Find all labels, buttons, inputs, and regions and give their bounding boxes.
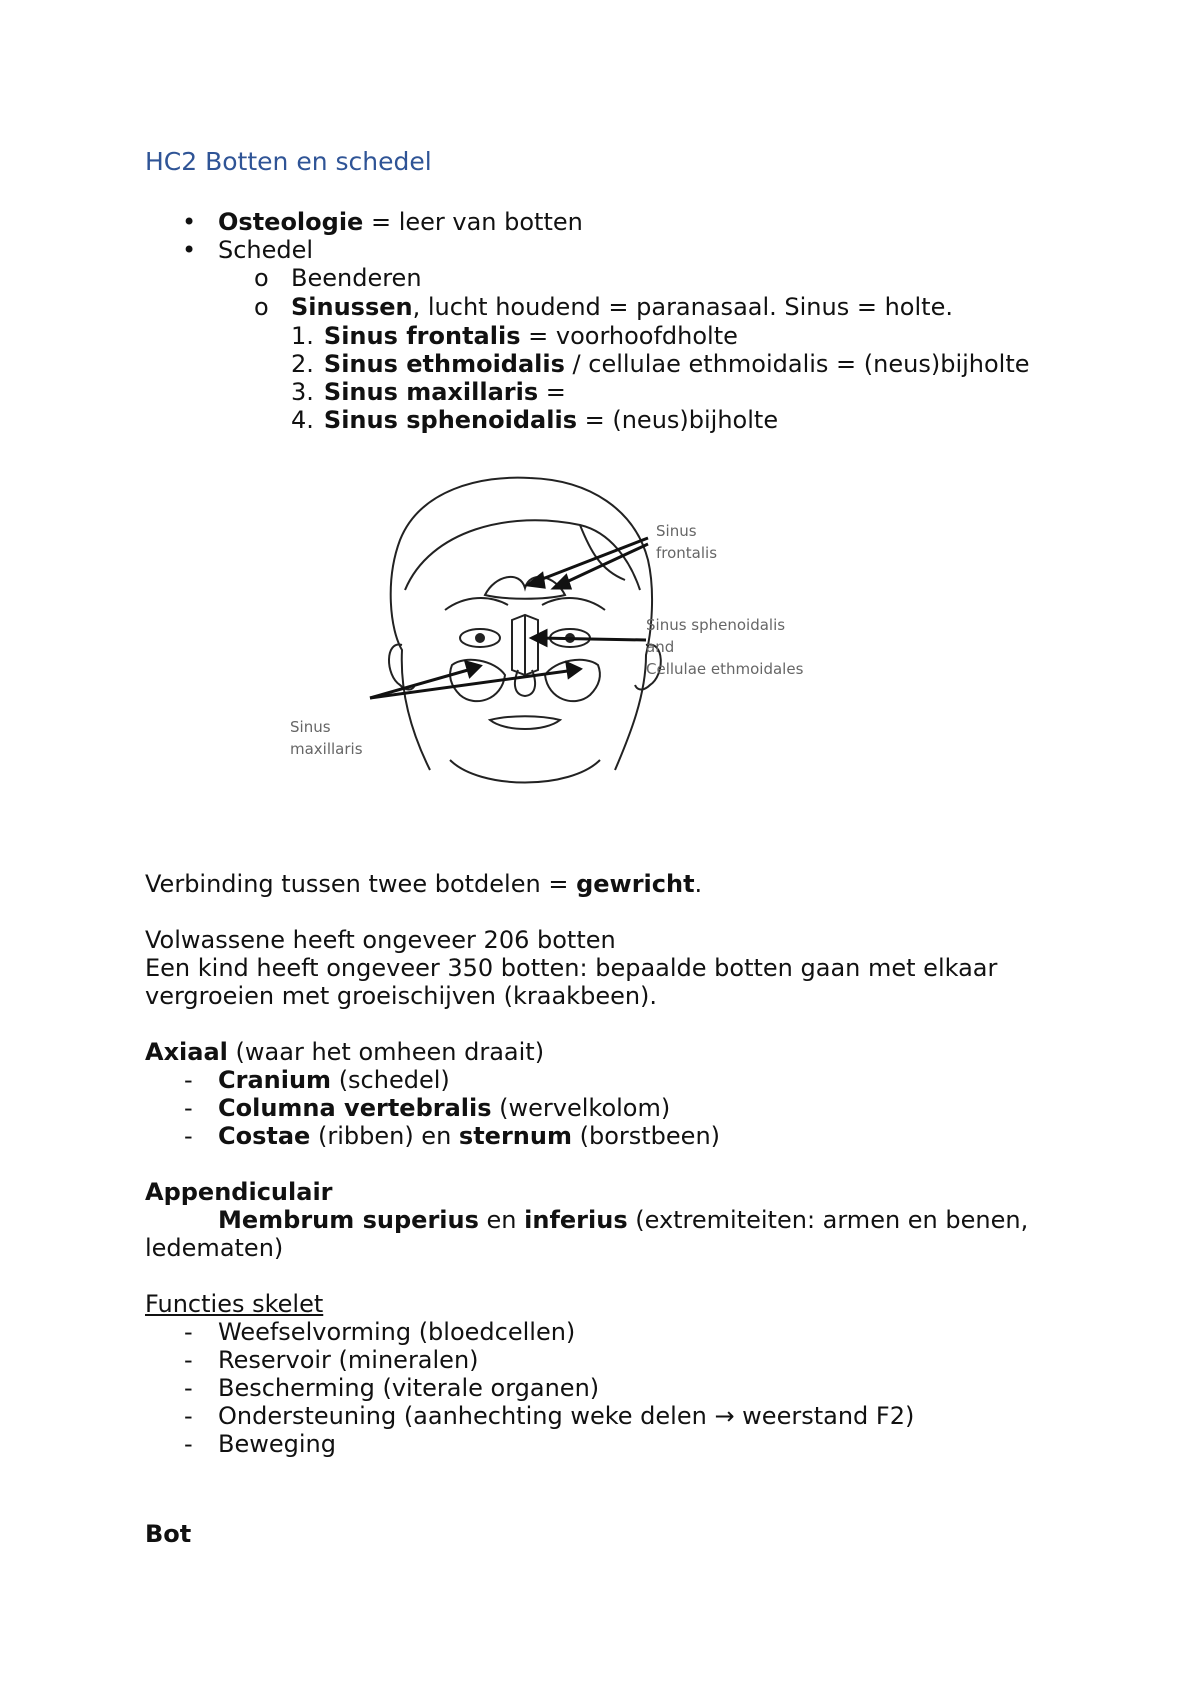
kind-line-2: vergroeien met groeischijven (kraakbeen). <box>145 982 658 1010</box>
dash-bullet: - <box>184 1402 193 1430</box>
numbered-item: 3. Sinus maxillaris = <box>291 378 566 406</box>
label-sinus-maxillaris-2: maxillaris <box>290 740 363 758</box>
document-title: HC2 Botten en schedel <box>145 147 432 176</box>
dash-bullet: - <box>184 1346 193 1374</box>
sub-bullet-beenderen: Beenderen <box>291 264 422 292</box>
label-sinus-sphenoidalis-3: Cellulae ethmoidales <box>646 660 804 678</box>
numbered-item: 1. Sinus frontalis = voorhoofdholte <box>291 322 738 350</box>
functie-item: Reservoir (mineralen) <box>218 1346 479 1374</box>
dash-bullet: - <box>184 1318 193 1346</box>
bullet-dot: • <box>182 208 197 236</box>
mouth <box>490 716 560 729</box>
axiaal-item-cranium: Cranium (schedel) <box>218 1066 450 1094</box>
functie-item: Ondersteuning (aanhechting weke delen → weerstand F2) <box>218 1402 915 1430</box>
bullet-osteologie: Osteologie = leer van botten <box>218 208 583 236</box>
dash-bullet: - <box>184 1066 193 1094</box>
kind-line-1: Een kind heeft ongeveer 350 botten: bepaalde botten gaan met elkaar <box>145 954 998 982</box>
appendiculair-heading: Appendiculair <box>145 1178 333 1206</box>
dash-bullet: - <box>184 1374 193 1402</box>
sub-bullet-sinussen: Sinussen, lucht houdend = paranasaal. Sinus = holte. <box>291 293 953 321</box>
sub-bullet-circle: o <box>254 264 269 292</box>
dash-bullet: - <box>184 1094 193 1122</box>
functie-item: Weefselvorming (bloedcellen) <box>218 1318 576 1346</box>
label-sinus-sphenoidalis-1: Sinus sphenoidalis <box>646 616 786 634</box>
label-sinus-frontalis-1: Sinus <box>656 522 697 540</box>
verbinding-line: Verbinding tussen twee botdelen = gewricht. <box>145 870 703 898</box>
ledematen-line: ledematen) <box>145 1234 284 1262</box>
bullet-schedel: Schedel <box>218 236 314 264</box>
label-sinus-sphenoidalis-2: and <box>646 638 675 656</box>
sinus-face-illustration <box>280 470 920 810</box>
axiaal-item-costae: Costae (ribben) en sternum (borstbeen) <box>218 1122 721 1150</box>
axiaal-heading: Axiaal (waar het omheen draait) <box>145 1038 545 1066</box>
numbered-item: 2. Sinus ethmoidalis / cellulae ethmoidalis = (neus)bijholte <box>291 350 1030 378</box>
dash-bullet: - <box>184 1430 193 1458</box>
membrum-line: Membrum superius en inferius (extremiteiten: armen en benen, <box>218 1206 1029 1234</box>
dash-bullet: - <box>184 1122 193 1150</box>
sub-bullet-circle: o <box>254 293 269 321</box>
functie-item: Beweging <box>218 1430 336 1458</box>
label-sinus-frontalis-2: frontalis <box>656 544 718 562</box>
bot-heading: Bot <box>145 1520 192 1548</box>
functie-item: Bescherming (viterale organen) <box>218 1374 600 1402</box>
numbered-item: 4. Sinus sphenoidalis = (neus)bijholte <box>291 406 779 434</box>
axiaal-item-columna: Columna vertebralis (wervelkolom) <box>218 1094 671 1122</box>
bullet-dot: • <box>182 236 197 264</box>
volwassene-line: Volwassene heeft ongeveer 206 botten <box>145 926 616 954</box>
functies-heading: Functies skelet <box>145 1290 324 1318</box>
label-sinus-maxillaris-1: Sinus <box>290 718 331 736</box>
